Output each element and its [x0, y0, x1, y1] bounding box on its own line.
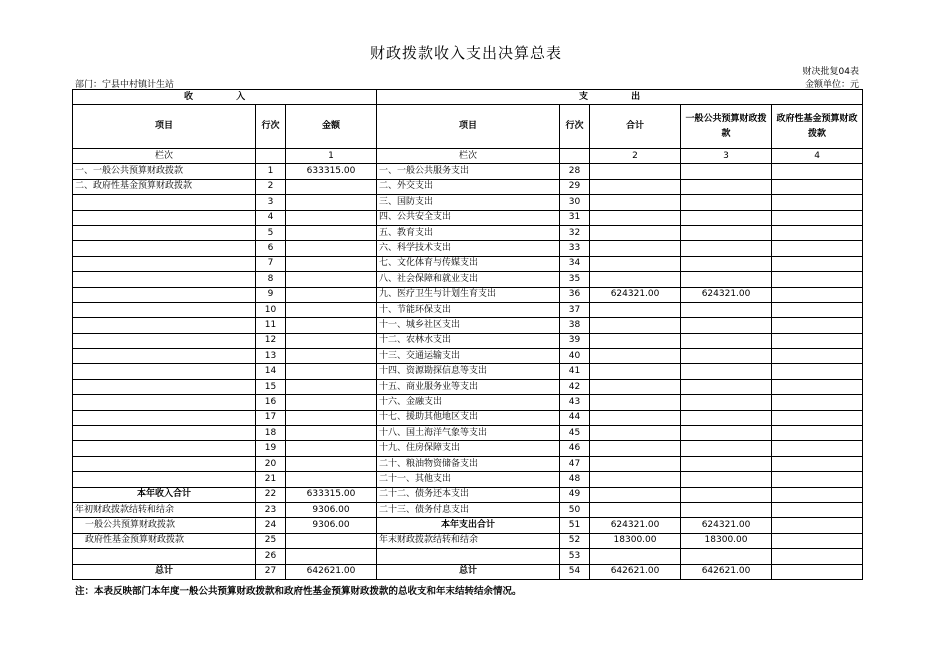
- table-row: [73, 241, 863, 256]
- income-item: [73, 549, 256, 564]
- expense-item: 一、一般公共服务支出: [377, 164, 560, 179]
- income-item: [73, 395, 256, 410]
- income-line: 26: [256, 549, 286, 564]
- table-row: [73, 195, 863, 210]
- income-amount: 633315.00: [286, 487, 377, 502]
- income-amount: [286, 302, 377, 317]
- expense-general: [681, 502, 772, 517]
- expense-general: [681, 225, 772, 240]
- expense-total: [590, 456, 681, 471]
- col-index-label: 栏次: [73, 149, 256, 164]
- expense-item: 十七、援助其他地区支出: [377, 410, 560, 425]
- expense-fund: [772, 410, 863, 425]
- expense-general: [681, 318, 772, 333]
- col-index-2: 2: [590, 149, 681, 164]
- expense-fund: [772, 302, 863, 317]
- income-line: 23: [256, 502, 286, 517]
- income-line: 13: [256, 349, 286, 364]
- form-number: 财决批复04表: [802, 67, 859, 77]
- expense-item: 本年支出合计: [377, 518, 560, 533]
- table-row: [73, 349, 863, 364]
- expense-item: 二十一、其他支出: [377, 472, 560, 487]
- table-row: [73, 379, 863, 394]
- expense-line: 42: [560, 379, 590, 394]
- expense-total: 18300.00: [590, 533, 681, 548]
- expense-total: [590, 364, 681, 379]
- expense-total: [590, 318, 681, 333]
- col-index-empty2: [560, 149, 590, 164]
- expense-general: [681, 195, 772, 210]
- expense-line: 43: [560, 395, 590, 410]
- expense-total: [590, 333, 681, 348]
- income-line: 2: [256, 179, 286, 194]
- expense-general: 642621.00: [681, 564, 772, 579]
- expense-line: 52: [560, 533, 590, 548]
- expense-total: [590, 426, 681, 441]
- expense-line: 33: [560, 241, 590, 256]
- income-line: 5: [256, 225, 286, 240]
- expense-line: 50: [560, 502, 590, 517]
- expense-total: 642621.00: [590, 564, 681, 579]
- section-header-row: [73, 90, 863, 105]
- expense-item: 六、科学技术支出: [377, 241, 560, 256]
- income-item: [73, 410, 256, 425]
- income-line: 10: [256, 302, 286, 317]
- expense-total: [590, 395, 681, 410]
- expense-general: [681, 426, 772, 441]
- expense-line: 46: [560, 441, 590, 456]
- expense-total: [590, 210, 681, 225]
- expense-total: [590, 164, 681, 179]
- column-header-row: [73, 105, 863, 149]
- table-row: [73, 395, 863, 410]
- table-row: [73, 256, 863, 271]
- expense-fund: [772, 287, 863, 302]
- header-general-budget: 一般公共预算财政拨款: [681, 105, 772, 149]
- income-amount: [286, 426, 377, 441]
- expense-total: 624321.00: [590, 518, 681, 533]
- table-row: [73, 364, 863, 379]
- income-amount: 633315.00: [286, 164, 377, 179]
- expense-general: [681, 241, 772, 256]
- income-item: [73, 426, 256, 441]
- income-line: 22: [256, 487, 286, 502]
- expense-item: 十一、城乡社区支出: [377, 318, 560, 333]
- income-line: 20: [256, 456, 286, 471]
- expense-item: 十四、资源勘探信息等支出: [377, 364, 560, 379]
- income-amount: [286, 225, 377, 240]
- expense-fund: [772, 225, 863, 240]
- table-row: [73, 441, 863, 456]
- expense-item: 二、外交支出: [377, 179, 560, 194]
- income-line: 19: [256, 441, 286, 456]
- expense-total: [590, 487, 681, 502]
- expense-item: 五、教育支出: [377, 225, 560, 240]
- income-amount: [286, 333, 377, 348]
- income-item: 总计: [73, 564, 256, 579]
- table-row: [73, 210, 863, 225]
- income-amount: [286, 410, 377, 425]
- income-item: [73, 472, 256, 487]
- expense-item: 三、国防支出: [377, 195, 560, 210]
- expense-general: [681, 395, 772, 410]
- expense-total: [590, 241, 681, 256]
- expense-general: [681, 456, 772, 471]
- income-amount: [286, 472, 377, 487]
- income-item: 年初财政拨款结转和结余: [73, 502, 256, 517]
- expense-fund: [772, 164, 863, 179]
- expense-item: [377, 549, 560, 564]
- expense-general: [681, 441, 772, 456]
- income-line: 1: [256, 164, 286, 179]
- expense-fund: [772, 349, 863, 364]
- expense-fund: [772, 195, 863, 210]
- income-item: [73, 302, 256, 317]
- table-row: [73, 502, 863, 517]
- expense-line: 47: [560, 456, 590, 471]
- table-row: [73, 287, 863, 302]
- expense-general: [681, 364, 772, 379]
- expense-item: 九、医疗卫生与计划生育支出: [377, 287, 560, 302]
- budget-table: [72, 89, 863, 580]
- income-item: [73, 241, 256, 256]
- col-index-empty: [256, 149, 286, 164]
- expense-line: 40: [560, 349, 590, 364]
- table-row: [73, 164, 863, 179]
- expense-line: 30: [560, 195, 590, 210]
- income-line: 4: [256, 210, 286, 225]
- income-amount: 9306.00: [286, 518, 377, 533]
- income-amount: [286, 533, 377, 548]
- expense-line: 32: [560, 225, 590, 240]
- income-amount: [286, 272, 377, 287]
- expense-line: 48: [560, 472, 590, 487]
- income-amount: [286, 318, 377, 333]
- header-amount: 金额: [286, 105, 377, 149]
- income-item: [73, 441, 256, 456]
- expense-line: 49: [560, 487, 590, 502]
- expense-general: [681, 210, 772, 225]
- currency-unit-label: 金额单位：元: [804, 80, 859, 90]
- expense-total: [590, 179, 681, 194]
- income-item: [73, 272, 256, 287]
- expense-total: [590, 472, 681, 487]
- expense-fund: [772, 379, 863, 394]
- income-amount: [286, 210, 377, 225]
- expense-total: [590, 225, 681, 240]
- table-row: [73, 456, 863, 471]
- expense-general: 18300.00: [681, 533, 772, 548]
- expense-line: 39: [560, 333, 590, 348]
- expense-line: 36: [560, 287, 590, 302]
- income-amount: 9306.00: [286, 502, 377, 517]
- expense-item: 十五、商业服务业等支出: [377, 379, 560, 394]
- table-row: [73, 549, 863, 564]
- expense-item: 十六、金融支出: [377, 395, 560, 410]
- income-amount: [286, 179, 377, 194]
- table-row: [73, 318, 863, 333]
- header-line: 行次: [256, 105, 286, 149]
- expense-fund: [772, 456, 863, 471]
- expense-line: 44: [560, 410, 590, 425]
- expense-fund: [772, 241, 863, 256]
- expense-line: 38: [560, 318, 590, 333]
- table-row: [73, 272, 863, 287]
- table-row: [73, 518, 863, 533]
- expense-general: 624321.00: [681, 287, 772, 302]
- expense-total: [590, 410, 681, 425]
- expense-fund: [772, 395, 863, 410]
- income-amount: [286, 241, 377, 256]
- income-line: 11: [256, 318, 286, 333]
- expense-line: 34: [560, 256, 590, 271]
- table-row: [73, 472, 863, 487]
- expense-line: 35: [560, 272, 590, 287]
- col-index-1: 1: [286, 149, 377, 164]
- income-item: [73, 364, 256, 379]
- income-line: 6: [256, 241, 286, 256]
- expense-general: [681, 549, 772, 564]
- income-item: [73, 256, 256, 271]
- income-line: 17: [256, 410, 286, 425]
- income-amount: [286, 287, 377, 302]
- col-index-3: 3: [681, 149, 772, 164]
- income-amount: [286, 195, 377, 210]
- income-item: [73, 333, 256, 348]
- income-amount: [286, 549, 377, 564]
- expense-total: [590, 502, 681, 517]
- expense-fund: [772, 272, 863, 287]
- income-line: 21: [256, 472, 286, 487]
- expense-item: 十三、交通运输支出: [377, 349, 560, 364]
- expense-general: [681, 179, 772, 194]
- expense-total: [590, 302, 681, 317]
- table-row: [73, 179, 863, 194]
- expense-general: [681, 349, 772, 364]
- expense-total: [590, 272, 681, 287]
- table-row: [73, 333, 863, 348]
- expense-general: [681, 472, 772, 487]
- expense-item: 四、公共安全支出: [377, 210, 560, 225]
- table-row: [73, 564, 863, 579]
- income-amount: [286, 349, 377, 364]
- expense-fund: [772, 564, 863, 579]
- income-item: 政府性基金预算财政拨款: [73, 533, 256, 548]
- expense-item: 二十三、债务付息支出: [377, 502, 560, 517]
- expense-line: 28: [560, 164, 590, 179]
- expense-line: 29: [560, 179, 590, 194]
- expense-fund: [772, 179, 863, 194]
- expense-fund: [772, 441, 863, 456]
- expense-fund: [772, 549, 863, 564]
- header-line2: 行次: [560, 105, 590, 149]
- header-total: 合计: [590, 105, 681, 149]
- expense-item: 二十、粮油物资储备支出: [377, 456, 560, 471]
- expense-fund: [772, 256, 863, 271]
- income-amount: [286, 364, 377, 379]
- expense-item: 八、社会保障和就业支出: [377, 272, 560, 287]
- col-index-4: 4: [772, 149, 863, 164]
- expense-total: [590, 256, 681, 271]
- expense-fund: [772, 210, 863, 225]
- expense-item: 七、文化体育与传媒支出: [377, 256, 560, 271]
- income-item: [73, 195, 256, 210]
- expense-general: [681, 333, 772, 348]
- expense-total: [590, 195, 681, 210]
- expense-line: 53: [560, 549, 590, 564]
- income-line: 25: [256, 533, 286, 548]
- expense-general: [681, 379, 772, 394]
- income-line: 16: [256, 395, 286, 410]
- expense-line: 37: [560, 302, 590, 317]
- meta-row: [73, 77, 859, 89]
- expense-line: 45: [560, 426, 590, 441]
- expense-fund: [772, 518, 863, 533]
- income-item: 一般公共预算财政拨款: [73, 518, 256, 533]
- table-row: [73, 487, 863, 502]
- expense-fund: [772, 318, 863, 333]
- income-item: [73, 318, 256, 333]
- expense-fund: [772, 502, 863, 517]
- expense-item: 十二、农林水支出: [377, 333, 560, 348]
- expense-item: 二十二、债务还本支出: [377, 487, 560, 502]
- expense-total: [590, 441, 681, 456]
- expense-general: [681, 164, 772, 179]
- income-line: 9: [256, 287, 286, 302]
- expense-item: 十八、国土海洋气象等支出: [377, 426, 560, 441]
- table-row: [73, 410, 863, 425]
- income-item: [73, 456, 256, 471]
- income-line: 7: [256, 256, 286, 271]
- income-item: [73, 210, 256, 225]
- income-item: [73, 225, 256, 240]
- header-item: 项目: [73, 105, 256, 149]
- expense-fund: [772, 533, 863, 548]
- expense-item: 年末财政拨款结转和结余: [377, 533, 560, 548]
- expense-line: 51: [560, 518, 590, 533]
- income-line: 12: [256, 333, 286, 348]
- table-row: [73, 225, 863, 240]
- expense-section: 支 出: [377, 90, 863, 105]
- department-label: 部门：宁县中村镇计生站: [75, 80, 175, 90]
- income-item: [73, 287, 256, 302]
- expense-line: 54: [560, 564, 590, 579]
- expense-fund: [772, 487, 863, 502]
- income-item: 一、一般公共预算财政拨款: [73, 164, 256, 179]
- expense-total: 624321.00: [590, 287, 681, 302]
- income-amount: [286, 441, 377, 456]
- income-line: 27: [256, 564, 286, 579]
- expense-general: 624321.00: [681, 518, 772, 533]
- expense-general: [681, 272, 772, 287]
- income-item: 二、政府性基金预算财政拨款: [73, 179, 256, 194]
- expense-fund: [772, 472, 863, 487]
- expense-item: 总计: [377, 564, 560, 579]
- income-amount: [286, 456, 377, 471]
- income-line: 14: [256, 364, 286, 379]
- income-line: 18: [256, 426, 286, 441]
- expense-general: [681, 256, 772, 271]
- expense-item: 十、节能环保支出: [377, 302, 560, 317]
- expense-total: [590, 549, 681, 564]
- income-item: 本年收入合计: [73, 487, 256, 502]
- income-amount: [286, 256, 377, 271]
- income-amount: [286, 379, 377, 394]
- income-line: 15: [256, 379, 286, 394]
- expense-fund: [772, 364, 863, 379]
- col-index-label2: 栏次: [377, 149, 560, 164]
- table-row: [73, 426, 863, 441]
- expense-total: [590, 349, 681, 364]
- income-section: 收 入: [73, 90, 377, 105]
- income-line: 3: [256, 195, 286, 210]
- expense-line: 31: [560, 210, 590, 225]
- header-fund-budget: 政府性基金预算财政拨款: [772, 105, 863, 149]
- header-item2: 项目: [377, 105, 560, 149]
- income-line: 8: [256, 272, 286, 287]
- income-item: [73, 379, 256, 394]
- income-item: [73, 349, 256, 364]
- expense-general: [681, 410, 772, 425]
- table-row: [73, 533, 863, 548]
- expense-general: [681, 487, 772, 502]
- income-line: 24: [256, 518, 286, 533]
- expense-general: [681, 302, 772, 317]
- income-amount: 642621.00: [286, 564, 377, 579]
- expense-item: 十九、住房保障支出: [377, 441, 560, 456]
- footnote: 注：本表反映部门本年度一般公共预算财政拨款和政府性基金预算财政拨款的总收支和年末结转结余情况。: [75, 586, 522, 597]
- expense-total: [590, 379, 681, 394]
- table-row: [73, 302, 863, 317]
- income-amount: [286, 395, 377, 410]
- report-title: 财政拨款收入支出决算总表: [369, 44, 562, 62]
- column-index-row: [73, 149, 863, 164]
- expense-fund: [772, 333, 863, 348]
- expense-line: 41: [560, 364, 590, 379]
- expense-fund: [772, 426, 863, 441]
